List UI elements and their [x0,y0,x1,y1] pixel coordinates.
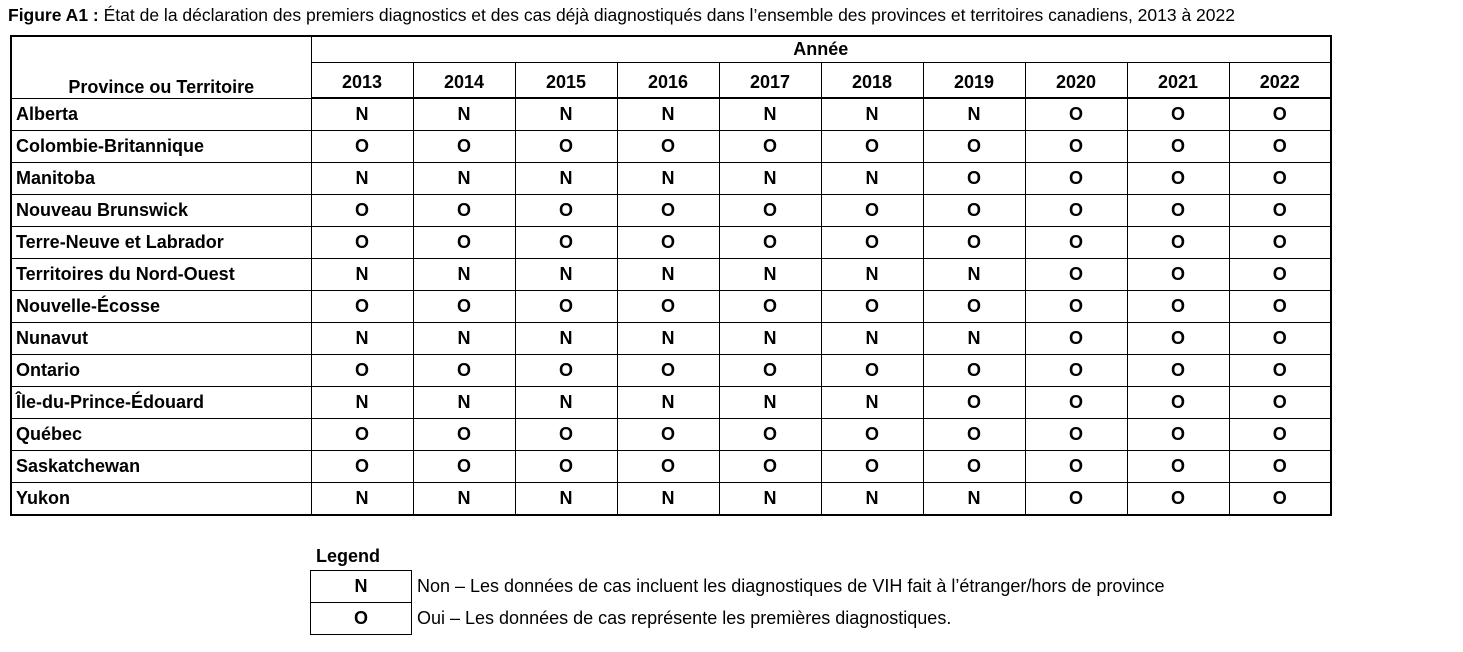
year-header-2020: 2020 [1025,63,1127,99]
province-name: Territoires du Nord-Ouest [11,259,311,291]
status-cell: O [1229,227,1331,259]
status-cell: O [923,163,1025,195]
status-cell: O [1025,163,1127,195]
year-header-2015: 2015 [515,63,617,99]
status-cell: N [923,259,1025,291]
province-name: Manitoba [11,163,311,195]
status-cell: N [821,323,923,355]
status-cell: N [821,163,923,195]
status-cell: N [413,98,515,131]
province-name: Île-du-Prince-Édouard [11,387,311,419]
status-cell: O [719,131,821,163]
status-cell: N [413,163,515,195]
year-header-2014: 2014 [413,63,515,99]
status-cell: O [617,355,719,387]
province-column-header: Province ou Territoire [11,36,311,98]
status-cell: O [1127,291,1229,323]
status-cell: O [719,419,821,451]
status-cell: O [515,291,617,323]
status-cell: N [311,483,413,516]
status-cell: N [515,483,617,516]
status-cell: O [515,419,617,451]
status-cell: N [515,259,617,291]
status-cell: O [1127,195,1229,227]
legend-description: Oui – Les données de cas représente les premières diagnostiques. [417,608,952,628]
table-row [11,131,1331,163]
status-cell: O [1229,131,1331,163]
status-cell: O [719,355,821,387]
status-cell: O [923,451,1025,483]
status-cell: O [1127,163,1229,195]
legend-symbol: N [311,571,412,603]
status-cell: N [719,483,821,516]
status-cell: N [719,323,821,355]
status-cell: N [821,483,923,516]
status-cell: O [413,227,515,259]
status-cell: O [719,451,821,483]
table-row [11,98,1331,131]
status-cell: O [617,291,719,323]
status-cell: O [1127,131,1229,163]
status-cell: O [413,419,515,451]
status-cell: O [311,227,413,259]
declaration-status-table [10,35,1332,516]
table-row [11,323,1331,355]
status-cell: O [515,451,617,483]
status-cell: O [1229,387,1331,419]
year-group-header-row [11,36,1331,63]
status-cell: O [821,227,923,259]
status-cell: N [413,387,515,419]
status-cell: O [821,451,923,483]
status-cell: O [923,131,1025,163]
status-cell: O [1025,98,1127,131]
status-cell: O [413,291,515,323]
status-cell: N [413,259,515,291]
table-row [11,419,1331,451]
status-cell: O [311,195,413,227]
legend-table [310,570,1165,635]
status-cell: O [311,131,413,163]
status-cell: N [719,163,821,195]
province-name: Alberta [11,98,311,131]
status-cell: O [1025,451,1127,483]
province-name: Nouveau Brunswick [11,195,311,227]
status-cell: N [617,259,719,291]
status-cell: O [617,451,719,483]
status-cell: O [1229,195,1331,227]
status-cell: O [1127,483,1229,516]
table-row [11,387,1331,419]
status-cell: O [821,131,923,163]
status-cell: N [311,98,413,131]
table-row [11,291,1331,323]
status-cell: O [311,291,413,323]
status-cell: O [719,291,821,323]
status-cell: O [1025,291,1127,323]
status-cell: O [1229,259,1331,291]
status-cell: N [515,387,617,419]
table-row [11,195,1331,227]
legend-item [311,603,1165,635]
status-cell: O [1229,419,1331,451]
status-cell: O [1025,323,1127,355]
province-name: Québec [11,419,311,451]
status-cell: O [1025,387,1127,419]
status-cell: O [515,195,617,227]
status-cell: O [923,387,1025,419]
status-cell: N [413,483,515,516]
year-header-2022: 2022 [1229,63,1331,99]
status-cell: O [1127,451,1229,483]
status-cell: O [1025,195,1127,227]
status-cell: N [515,98,617,131]
table-row [11,483,1331,516]
status-cell: O [1025,131,1127,163]
legend-description: Non – Les données de cas incluent les diagnostiques de VIH fait à l’étranger/hors de province [417,576,1165,596]
status-cell: O [617,419,719,451]
status-cell: O [515,355,617,387]
status-cell: O [923,227,1025,259]
province-name: Saskatchewan [11,451,311,483]
status-cell: O [617,195,719,227]
table-row [11,355,1331,387]
status-cell: N [311,387,413,419]
status-cell: O [617,227,719,259]
status-cell: O [515,227,617,259]
legend-item [311,571,1165,603]
province-name: Yukon [11,483,311,516]
status-cell: N [821,259,923,291]
status-cell: O [1229,355,1331,387]
status-cell: O [821,291,923,323]
status-cell: O [413,355,515,387]
status-cell: N [617,387,719,419]
status-cell: O [311,355,413,387]
status-cell: N [923,483,1025,516]
table-row [11,163,1331,195]
status-cell: N [719,259,821,291]
year-header-2018: 2018 [821,63,923,99]
province-name: Ontario [11,355,311,387]
status-cell: O [923,355,1025,387]
status-cell: N [821,98,923,131]
status-cell: O [413,195,515,227]
status-cell: O [923,291,1025,323]
status-cell: N [719,98,821,131]
status-cell: O [311,451,413,483]
year-header-2019: 2019 [923,63,1025,99]
year-header-2021: 2021 [1127,63,1229,99]
status-cell: N [515,163,617,195]
status-cell: O [923,419,1025,451]
status-cell: O [413,131,515,163]
status-cell: O [1229,323,1331,355]
status-cell: O [1229,98,1331,131]
figure-label: Figure A1 : [8,5,99,25]
status-cell: O [1229,163,1331,195]
status-cell: O [1025,259,1127,291]
status-cell: O [1127,98,1229,131]
status-cell: O [1025,483,1127,516]
year-header-2013: 2013 [311,63,413,99]
status-cell: O [1229,291,1331,323]
status-cell: O [1127,323,1229,355]
status-cell: O [1229,451,1331,483]
status-cell: O [413,451,515,483]
status-cell: O [821,195,923,227]
year-header-2017: 2017 [719,63,821,99]
status-cell: O [821,355,923,387]
province-name: Terre-Neuve et Labrador [11,227,311,259]
status-cell: O [617,131,719,163]
province-name: Colombie-Britannique [11,131,311,163]
table-row [11,451,1331,483]
status-cell: O [1025,419,1127,451]
status-cell: N [923,323,1025,355]
year-group-header: Année [311,36,1331,63]
status-cell: O [1127,419,1229,451]
status-cell: O [1127,387,1229,419]
status-cell: N [617,163,719,195]
status-cell: N [821,387,923,419]
status-cell: O [311,419,413,451]
status-cell: N [617,98,719,131]
legend-symbol: O [311,603,412,635]
status-cell: N [311,163,413,195]
status-cell: N [515,323,617,355]
status-cell: N [311,323,413,355]
status-cell: O [1229,483,1331,516]
table-row [11,227,1331,259]
status-cell: N [719,387,821,419]
status-cell: O [1025,355,1127,387]
legend-heading: Legend [316,546,381,566]
status-cell: N [413,323,515,355]
status-cell: N [617,323,719,355]
status-cell: O [923,195,1025,227]
status-cell: O [515,131,617,163]
status-cell: O [1127,259,1229,291]
status-cell: O [719,227,821,259]
province-name: Nunavut [11,323,311,355]
figure-title [8,3,1235,27]
status-cell: O [1127,227,1229,259]
status-cell: N [617,483,719,516]
status-cell: O [1025,227,1127,259]
figure-caption: État de la déclaration des premiers diagnostics et des cas déjà diagnostiqués dans l’ensemble des provinces et territoires canadiens, 2013 à 2022 [98,5,1235,25]
year-header-2016: 2016 [617,63,719,99]
province-name: Nouvelle-Écosse [11,291,311,323]
status-cell: N [311,259,413,291]
status-cell: O [1127,355,1229,387]
status-cell: O [719,195,821,227]
table-row [11,259,1331,291]
status-cell: N [923,98,1025,131]
status-cell: O [821,419,923,451]
